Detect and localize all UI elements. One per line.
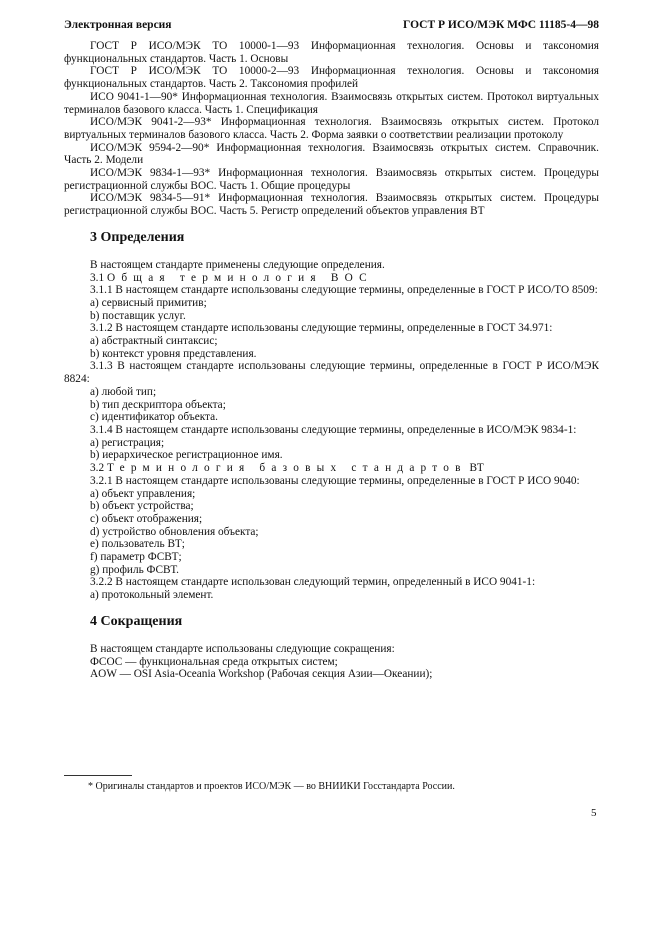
list-item: d) устройство обновления объекта; [90, 525, 259, 538]
subsection-title-tail: ВТ [469, 462, 484, 475]
list-item: e) пользователь ВТ; [90, 538, 185, 551]
subsection-title: Общая терминология ВОС [106, 271, 373, 284]
reference-item: ИСО/МЭК 9041-2—93* Информационная технология. Взаимосвязь открытых систем. Протокол виртуальных терминалов базового класса. Часть 2. Форма заявки о соответствии реализации протоколу [64, 116, 599, 141]
list-item: c) объект отображения; [90, 512, 203, 525]
clause-3-2-1: 3.2.1 В настоящем стандарте использованы следующие термины, определенные в ГОСТ Р ИСО 9040: [90, 474, 580, 487]
subsection-title: Терминология базовых стандартов [106, 462, 467, 475]
list-item: b) иерархическое регистрационное имя. [90, 449, 283, 462]
section-3-intro: В настоящем стандарте применены следующие определения. [90, 258, 385, 271]
list-item: c) идентификатор объекта. [90, 411, 218, 424]
section-3-heading: 3 Определения [90, 229, 185, 245]
reference-item: ГОСТ Р ИСО/МЭК ТО 10000-1—93 Информационная технология. Основы и таксономия функциональных стандартов. Часть 1. Основы [64, 40, 599, 65]
clause-3-2-2: 3.2.2 В настоящем стандарте использован следующий термин, определенный в ИСО 9041-1: [90, 576, 536, 589]
header-left: Электронная версия [64, 19, 172, 31]
reference-item: ИСО 9041-1—90* Информационная технология. Взаимосвязь открытых систем. Протокол виртуальных терминалов базового класса. Часть 1. Спецификация [64, 90, 599, 116]
reference-item: ИСО/МЭК 9594-2—90* Информационная технология. Взаимосвязь открытых систем. Справочник. Часть 2. Модели [64, 141, 599, 167]
list-item: a) протокольный элемент. [90, 589, 214, 602]
clause-3-1-1: 3.1.1 В настоящем стандарте использованы следующие термины, определенные в ГОСТ Р ИСО/ТО 8509: [90, 284, 598, 297]
section-4-heading: 4 Сокращения [90, 613, 183, 629]
list-item: b) объект устройства; [90, 500, 194, 513]
section-4-intro: В настоящем стандарте использованы следующие сокращения: [90, 642, 395, 655]
clause-3-1-2: 3.1.2 В настоящем стандарте использованы следующие термины, определенные в ГОСТ 34.971: [90, 322, 553, 335]
list-item: a) сервисный примитив; [90, 296, 207, 309]
abbreviation-item: ФСОС — функциональная среда открытых систем; [90, 655, 338, 668]
reference-item: ИСО/МЭК 9834-5—91* Информационная технология. Взаимосвязь открытых систем. Процедуры регистрационной службы ВОС. Часть 5. Регистр определений объектов управления ВТ [64, 192, 599, 218]
subsection-3-2-heading [64, 462, 599, 475]
subsection-number: 3.1 [90, 271, 105, 284]
abbreviation-item: AOW — OSI Asia-Oceania Workshop (Рабочая секция Азии—Океании); [90, 668, 433, 681]
list-item: a) абстрактный синтаксис; [90, 335, 218, 348]
running-header [64, 19, 599, 33]
header-right: ГОСТ Р ИСО/МЭК МФС 11185-4—98 [403, 19, 599, 31]
list-item: a) объект управления; [90, 487, 196, 500]
list-item: b) тип дескриптора объекта; [90, 398, 226, 411]
list-item: f) параметр ФСВТ; [90, 551, 182, 564]
list-item: b) контекст уровня представления. [90, 347, 257, 360]
page-number: 5 [591, 807, 597, 819]
reference-item: ГОСТ Р ИСО/МЭК ТО 10000-2—93 Информационная технология. Основы и таксономия функциональных стандартов. Часть 2. Таксономия профилей [64, 65, 599, 91]
list-item: a) регистрация; [90, 436, 165, 449]
list-item: g) профиль ФСВТ. [90, 563, 179, 576]
footnote: * Оригиналы стандартов и проектов ИСО/МЭК — во ВНИИКИ Госстандарта России. [88, 781, 455, 792]
subsection-3-1-heading [64, 272, 599, 285]
footnote-divider [64, 775, 132, 776]
subsection-number: 3.2 [90, 462, 105, 475]
page-body [64, 40, 599, 681]
list-item: a) любой тип; [90, 385, 157, 398]
list-item: b) поставщик услуг. [90, 309, 186, 322]
reference-item: ИСО/МЭК 9834-1—93* Информационная технология. Взаимосвязь открытых систем. Процедуры регистрационной службы ВОС. Часть 1. Общие процедуры [64, 167, 599, 192]
clause-3-1-3: 3.1.3 В настоящем стандарте использованы следующие термины, определенные в ГОСТ Р ИСО/МЭК 8824: [64, 360, 599, 386]
references-list [64, 40, 599, 218]
clause-3-1-4: 3.1.4 В настоящем стандарте использованы следующие термины, определенные в ИСО/МЭК 9834-1: [90, 423, 577, 436]
